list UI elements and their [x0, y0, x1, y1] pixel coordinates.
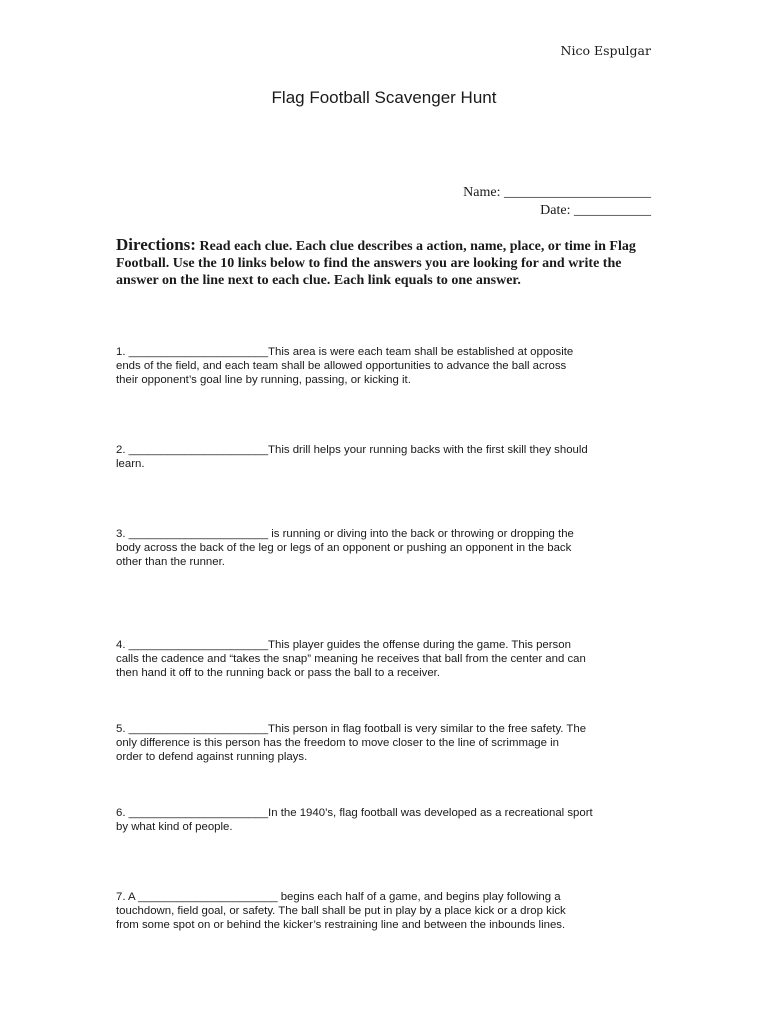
directions	[116, 236, 651, 289]
clue-line: body across the back of the leg or legs of an opponent or pushing an opponent in the back	[116, 542, 572, 554]
clue-3	[116, 527, 656, 569]
clue-2	[116, 443, 656, 471]
clue-line: 7. A ______________________ begins each half of a game, and begins play following a	[116, 891, 561, 903]
clue-line: order to defend against running plays.	[116, 751, 308, 763]
clue-line: touchdown, field goal, or safety. The ball shall be put in play by a place kick or a drop kick	[116, 905, 566, 917]
clue-line: ends of the field, and each team shall be allowed opportunities to advance the ball across	[116, 360, 567, 372]
directions-label: Directions:	[116, 235, 196, 254]
clue-6	[116, 806, 656, 834]
clue-line: only difference is this person has the freedom to move closer to the line of scrimmage in	[116, 737, 559, 749]
clue-line: 3. ______________________ is running or diving into the back or throwing or dropping the	[116, 528, 574, 540]
clue-line: their opponent’s goal line by running, passing, or kicking it.	[116, 374, 411, 386]
clue-line: calls the cadence and “takes the snap” meaning he receives that ball from the center and can	[116, 653, 586, 665]
clue-line: from some spot on or behind the kicker’s restraining line and between the inbounds lines.	[116, 919, 566, 931]
clue-line: 5. ______________________This person in flag football is very similar to the free safety. The	[116, 723, 587, 735]
clue-line: 2. ______________________This drill helps your running backs with the first skill they should	[116, 444, 588, 456]
clue-line: learn.	[116, 458, 145, 470]
clue-line: other than the runner.	[116, 556, 225, 568]
name-field: Name: _____________________	[463, 185, 651, 200]
clue-line: 1. ______________________This area is were each team shall be established at opposite	[116, 346, 574, 358]
page-title: Flag Football Scavenger Hunt	[271, 88, 497, 107]
date-field: Date: ___________	[540, 203, 651, 218]
clue-line: by what kind of people.	[116, 821, 233, 833]
clue-line: 6. ______________________In the 1940’s, flag football was developed as a recreational sport	[116, 807, 593, 819]
directions-text: Read each clue. Each clue describes a action, name, place, or time in Flag Football. Use the 10 links below to find the answers you are looking for and write the answer on the line next to each clue. Each link equals to one answer.	[116, 239, 636, 288]
clue-5	[116, 722, 656, 764]
clue-line: 4. ______________________This player guides the offense during the game. This person	[116, 639, 571, 651]
clue-4	[116, 638, 656, 680]
clue-7	[116, 890, 656, 932]
clue-1	[116, 345, 656, 387]
clue-line: then hand it off to the running back or pass the ball to a receiver.	[116, 667, 440, 679]
author-name: Nico Espulgar	[560, 43, 651, 58]
